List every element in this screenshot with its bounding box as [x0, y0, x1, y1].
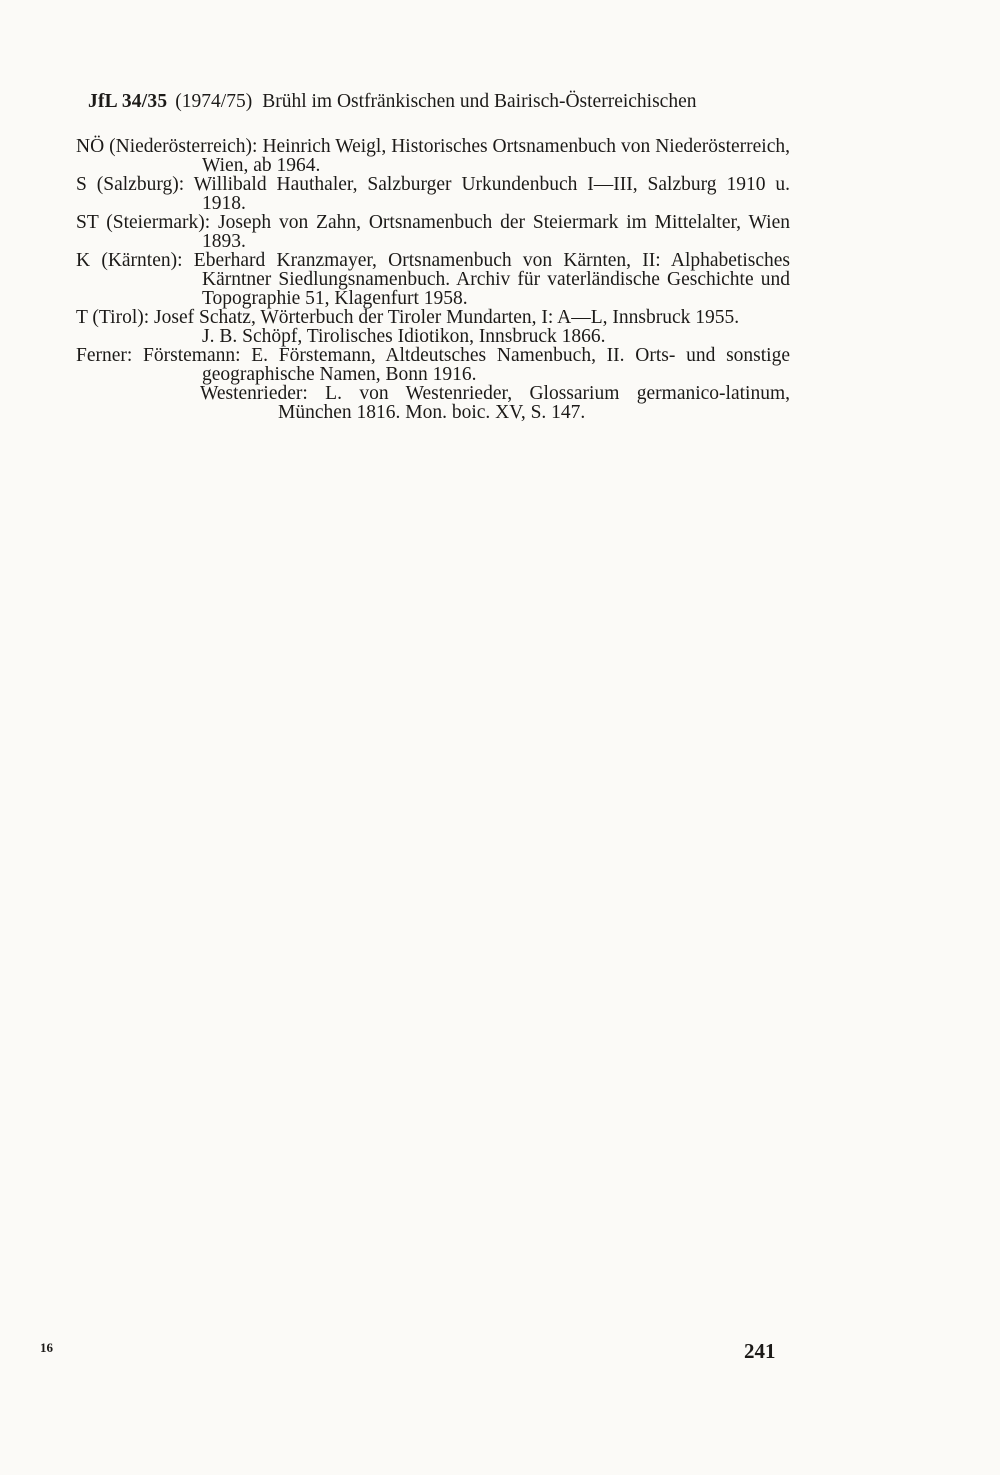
- bib-entry-key: S (Salzburg):: [76, 174, 185, 195]
- journal-issue: (1974/75): [175, 91, 253, 112]
- bib-entry-key: T (Tirol):: [76, 307, 150, 328]
- bib-entry-text: J. B. Schöpf, Tirolisches Idiotikon, Innsbruck 1866.: [202, 326, 606, 347]
- bib-entry-s: [76, 175, 790, 213]
- bib-entry-noe: [76, 137, 790, 175]
- bib-entry-text: Förstemann: E. Förstemann, Altdeutsches Namenbuch, II. Orts- und sonstige geographische Namen, Bonn 1916.: [143, 345, 790, 385]
- bib-entry-key: K (Kärnten):: [76, 250, 183, 271]
- bib-entry-t: [76, 308, 790, 327]
- bib-entry-text: Joseph von Zahn, Ortsnamenbuch der Steiermark im Mittelalter, Wien 1893.: [202, 212, 790, 252]
- bib-entry-key: NÖ (Niederösterreich):: [76, 136, 258, 157]
- bibliography-list: [76, 137, 790, 422]
- bib-entry-k: [76, 251, 790, 308]
- bib-entry-text: Willibald Hauthaler, Salzburger Urkundenbuch I—III, Salzburg 1910 u. 1918.: [193, 174, 791, 214]
- article-title: Brühl im Ostfränkischen und Bairisch-Österreichischen: [262, 91, 697, 112]
- bib-entry-st: [76, 213, 790, 251]
- page-number: 241: [744, 1339, 776, 1363]
- bib-entry-text: Eberhard Kranzmayer, Ortsnamenbuch von Kärnten, II: Alphabetisches Kärntner Siedlungsnamenbuch. Archiv für vaterländische Geschichte und Topographie 51, Klagenfurt 1958.: [193, 250, 790, 309]
- signature-mark: 16: [40, 1340, 53, 1355]
- journal-abbreviation: JfL 34/35: [88, 91, 168, 112]
- bib-entry-text: Josef Schatz, Wörterbuch der Tiroler Mundarten, I: A—L, Innsbruck 1955.: [154, 307, 740, 328]
- bib-entry-ferner: [76, 346, 790, 384]
- bib-entry-key: Ferner:: [76, 345, 133, 366]
- running-header: [88, 89, 788, 115]
- bib-entry-westenrieder: [76, 384, 790, 422]
- bib-entry-t-schoepf: [76, 327, 790, 346]
- bib-entry-text: Westenrieder: L. von Westenrieder, Glossarium germanico-latinum, München 1816. Mon. boic. XV, S. 147.: [200, 383, 790, 423]
- bib-entry-key: ST (Steiermark):: [76, 212, 211, 233]
- bib-entry-text: Heinrich Weigl, Historisches Ortsnamenbuch von Niederösterreich, Wien, ab 1964.: [202, 136, 791, 176]
